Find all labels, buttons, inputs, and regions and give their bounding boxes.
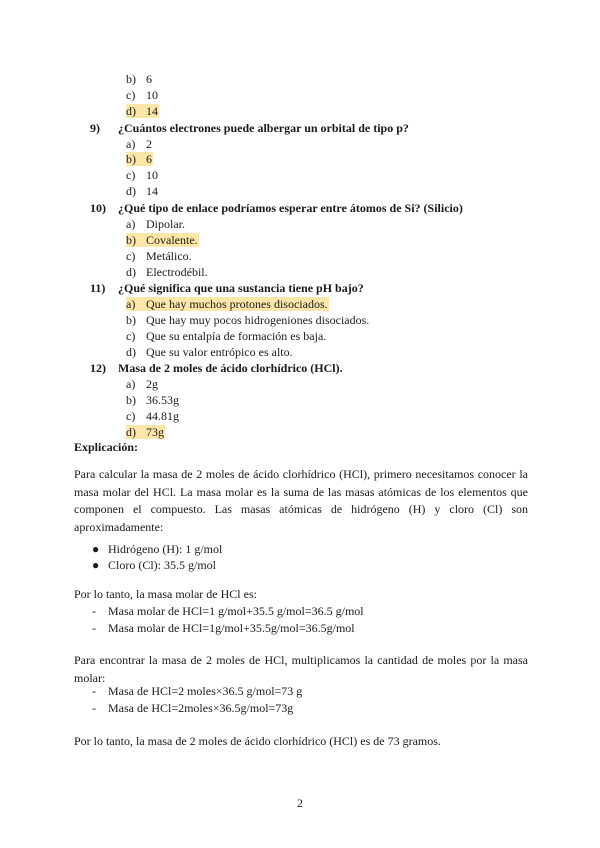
option-letter: a) (126, 297, 136, 311)
q12-option-a (126, 377, 159, 391)
question-number: 10) (90, 201, 106, 215)
option-text: 2 (146, 137, 152, 151)
option-text: 2g (146, 377, 158, 391)
element-bullet-chlorine (92, 558, 216, 572)
equation-text: Masa molar de HCl=1 g/mol+35.5 g/mol=36.5 g/mol (108, 604, 364, 618)
question-number: 12) (90, 361, 106, 375)
q12-option-c (126, 409, 180, 423)
option-letter: b) (126, 313, 136, 327)
question-9 (90, 121, 409, 135)
option-letter: d) (126, 104, 136, 118)
option-text: Que su valor entrópico es alto. (146, 345, 293, 359)
question-text: ¿Qué tipo de enlace podríamos esperar entre átomos de Si? (Silicio) (118, 201, 463, 215)
option-letter: c) (126, 168, 136, 182)
mass-line-2 (92, 701, 294, 715)
option-text: Dipolar. (146, 217, 185, 231)
q9-option-a (126, 137, 153, 151)
option-text: 10 (146, 168, 158, 182)
option-text: Electrodébil. (146, 265, 208, 279)
option-text: 10 (146, 88, 158, 102)
q11-option-d (126, 345, 294, 359)
molar-line-2 (92, 621, 355, 635)
option-letter: a) (126, 137, 136, 151)
question-11 (90, 281, 364, 295)
option-letter: c) (126, 409, 136, 423)
equation-text: Masa molar de HCl=1g/mol+35.5g/mol=36.5g/mol (108, 621, 355, 635)
option-letter: d) (126, 265, 136, 279)
option-letter: d) (126, 184, 136, 198)
dash-icon: - (92, 604, 96, 618)
option-text: 36.53g (146, 393, 179, 407)
q8-option-d-highlighted (126, 104, 159, 118)
explanation-paragraph: Para calcular la masa de 2 moles de ácido clorhídrico (HCl), primero necesitamos conocer la masa molar del HCl. La masa molar es la suma de las masas atómicas de los elementos que componen el compuesto. Las masas atómicas de hidrógeno (H) y cloro (Cl) son aproximadamente: (74, 467, 528, 534)
option-letter: b) (126, 152, 136, 166)
option-text: 14 (146, 184, 158, 198)
option-letter: d) (126, 345, 136, 359)
mass-line-1 (92, 684, 303, 698)
option-letter: a) (126, 217, 136, 231)
explanation-heading: Explicación: (74, 440, 139, 454)
option-text: Que hay muy pocos hidrogeniones disociados. (146, 313, 370, 327)
q12-option-d-highlighted (126, 425, 165, 439)
option-letter: b) (126, 72, 136, 86)
bullet-text: Cloro (Cl): 35.5 g/mol (108, 558, 216, 572)
question-10 (90, 201, 463, 215)
option-text: 73g (146, 425, 164, 439)
option-letter: a) (126, 377, 136, 391)
q9-option-d (126, 184, 159, 198)
q11-option-b (126, 313, 370, 327)
option-text: Que hay muchos protones disociados. (146, 297, 328, 311)
option-text: Metálico. (146, 249, 192, 263)
bullet-text: Hidrógeno (H): 1 g/mol (108, 542, 223, 556)
q10-option-b-highlighted (126, 233, 199, 247)
dash-icon: - (92, 621, 96, 635)
option-text: Que su entalpía de formación es baja. (146, 329, 327, 343)
bullet-icon: ● (92, 542, 100, 556)
option-letter: d) (126, 425, 136, 439)
q10-option-a (126, 217, 186, 231)
option-text: 6 (146, 152, 152, 166)
q9-option-b-highlighted (126, 152, 153, 166)
equation-text: Masa de HCl=2 moles×36.5 g/mol=73 g (108, 684, 303, 698)
equation-text: Masa de HCl=2moles×36.5g/mol=73g (108, 701, 294, 715)
mass-intro-paragraph: Para encontrar la masa de 2 moles de HCl, multiplicamos la cantidad de moles por la masa molar: (74, 653, 528, 685)
option-text: 44.81g (146, 409, 179, 423)
option-text: 14 (146, 104, 158, 118)
q9-option-c (126, 168, 159, 182)
question-text: ¿Cuántos electrones puede albergar un orbital de tipo p? (118, 121, 409, 135)
option-letter: b) (126, 393, 136, 407)
question-text: ¿Qué significa que una sustancia tiene pH bajo? (118, 281, 364, 295)
q8-option-b (126, 72, 153, 86)
question-number: 9) (90, 121, 100, 135)
q8-option-c (126, 88, 159, 102)
element-bullet-hydrogen (92, 542, 223, 556)
molar-mass-intro: Por lo tanto, la masa molar de HCl es: (74, 587, 257, 601)
q10-option-d (126, 265, 209, 279)
page-number: 2 (297, 796, 303, 810)
option-letter: b) (126, 233, 136, 247)
q11-option-c (126, 329, 327, 343)
molar-line-1 (92, 604, 364, 618)
option-letter: c) (126, 329, 136, 343)
question-12 (90, 361, 343, 375)
option-text: Covalente. (146, 233, 198, 247)
q10-option-c (126, 249, 193, 263)
option-letter: c) (126, 88, 136, 102)
question-text: Masa de 2 moles de ácido clorhídrico (HCl). (118, 361, 343, 375)
option-letter: c) (126, 249, 136, 263)
option-text: 6 (146, 72, 152, 86)
question-number: 11) (90, 281, 106, 295)
bullet-icon: ● (92, 558, 100, 572)
q11-option-a-highlighted (126, 297, 329, 311)
dash-icon: - (92, 684, 96, 698)
dash-icon: - (92, 701, 96, 715)
conclusion-paragraph: Por lo tanto, la masa de 2 moles de ácido clorhídrico (HCl) es de 73 gramos. (74, 734, 441, 748)
q12-option-b (126, 393, 180, 407)
